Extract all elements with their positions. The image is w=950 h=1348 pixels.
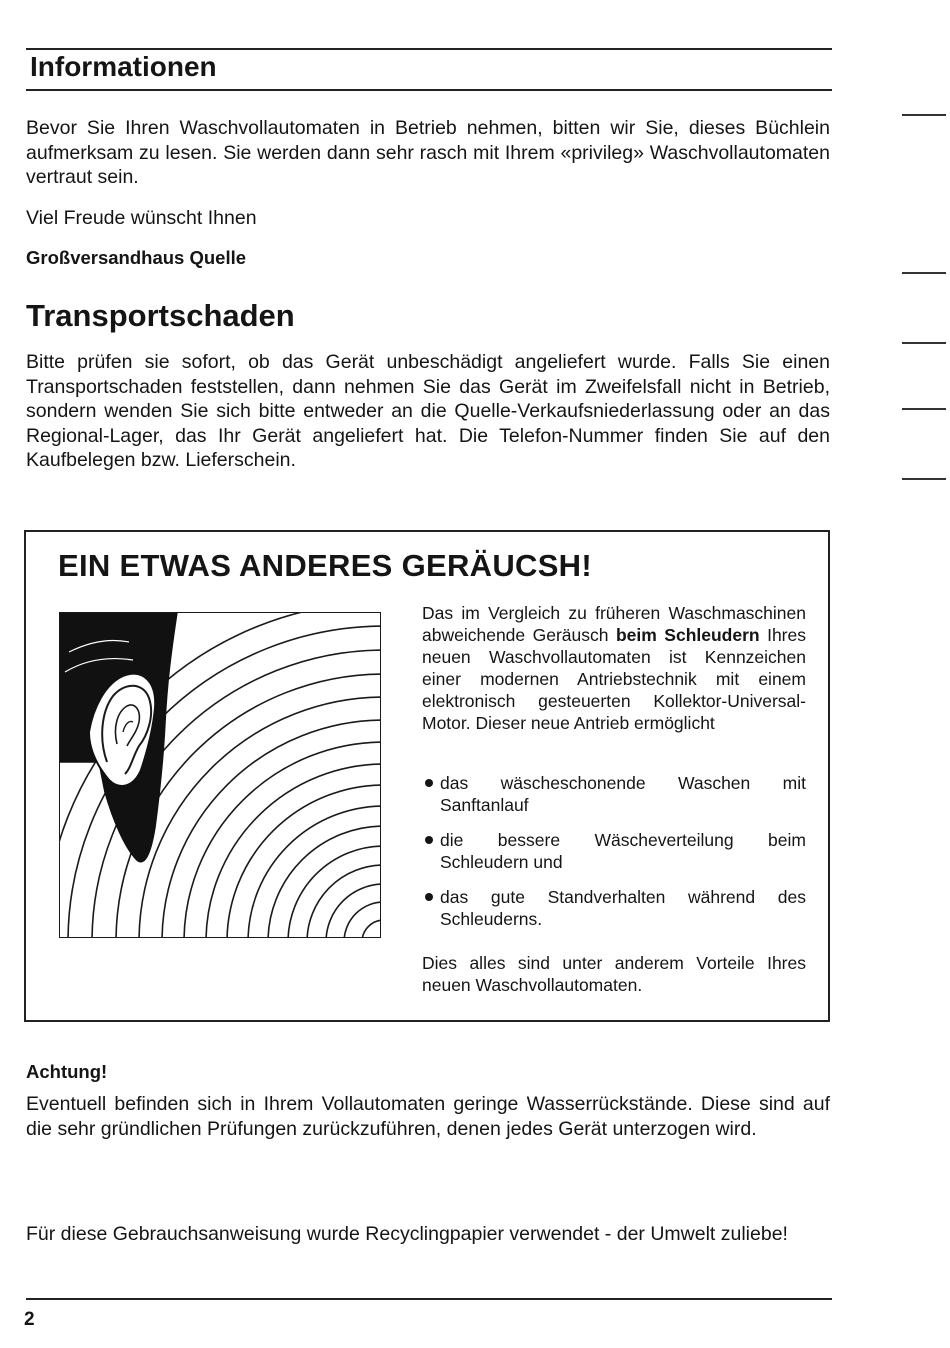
noise-box-description	[422, 602, 806, 734]
informationen-heading: Informationen	[30, 51, 217, 82]
ear-soundwave-illustration	[59, 612, 381, 938]
margin-mark	[902, 114, 946, 116]
transportschaden-paragraph: Bitte prüfen sie sofort, ob das Gerät unbeschädigt angeliefert wurde. Falls Sie einen Transportschaden feststellen, dann nehmen Sie das Gerät im Zweifelsfall nicht in Betrieb, sondern wenden Sie sich bitte entweder an die Quelle-Verkaufsniederlassung oder an das Regional-Lager, das Ihr Gerät angeliefert hat. Die Telefon-Nummer finden Sie auf den Kaufbelegen bzw. Lieferschein.	[26, 351, 830, 471]
page-number: 2	[24, 1309, 35, 1330]
recycling-note: Für diese Gebrauchsanweisung wurde Recyclingpapier verwendet - der Umwelt zuliebe!	[26, 1223, 788, 1245]
list-item: das wäscheschonende Waschen mit Sanftanlauf	[422, 772, 806, 816]
greeting-text: Viel Freude wünscht Ihnen	[26, 207, 257, 229]
noise-text-part1: Das im Vergleich zu früheren Waschmaschinen abweichende Geräusch	[422, 603, 806, 645]
margin-mark	[902, 478, 946, 480]
noise-text-part2: Ihres neuen Waschvollautomaten ist Kennzeichen einer modernen Antriebstechnik mit einem elektronisch gesteuerten Kollektor-Universal-Motor. Dieser neue Antrieb ermöglicht	[422, 625, 806, 733]
advantages-list	[422, 772, 806, 943]
margin-mark	[902, 272, 946, 274]
heading-underline	[26, 89, 832, 91]
list-item: das gute Standverhalten während des Schleuderns.	[422, 886, 806, 930]
noise-box-closing: Dies alles sind unter anderem Vorteile Ihres neuen Waschvollautomaten.	[422, 953, 806, 995]
transportschaden-heading: Transportschaden	[26, 298, 295, 333]
intro-paragraph: Bevor Sie Ihren Waschvollautomaten in Betrieb nehmen, bitten wir Sie, dieses Büchlein aufmerksam zu lesen. Sie werden dann sehr rasch mit Ihrem «privileg» Waschvollautomaten vertraut sein.	[26, 117, 830, 188]
noise-text-bold: beim Schleudern	[615, 625, 760, 645]
achtung-heading: Achtung!	[26, 1061, 108, 1082]
footer-rule	[26, 1298, 832, 1300]
noise-info-box	[24, 530, 830, 1022]
margin-mark	[902, 408, 946, 410]
margin-mark	[902, 342, 946, 344]
achtung-paragraph: Eventuell befinden sich in Ihrem Vollautomaten geringe Wasserrückstände. Diese sind auf die sehr gründlichen Prüfungen zurückzuführen, denen jedes Gerät unterzogen wird.	[26, 1093, 830, 1140]
signature-text: Großversandhaus Quelle	[26, 247, 247, 268]
list-item: die bessere Wäscheverteilung beim Schleudern und	[422, 829, 806, 873]
noise-box-title: EIN ETWAS ANDERES GERÄUCSH!	[58, 548, 592, 583]
